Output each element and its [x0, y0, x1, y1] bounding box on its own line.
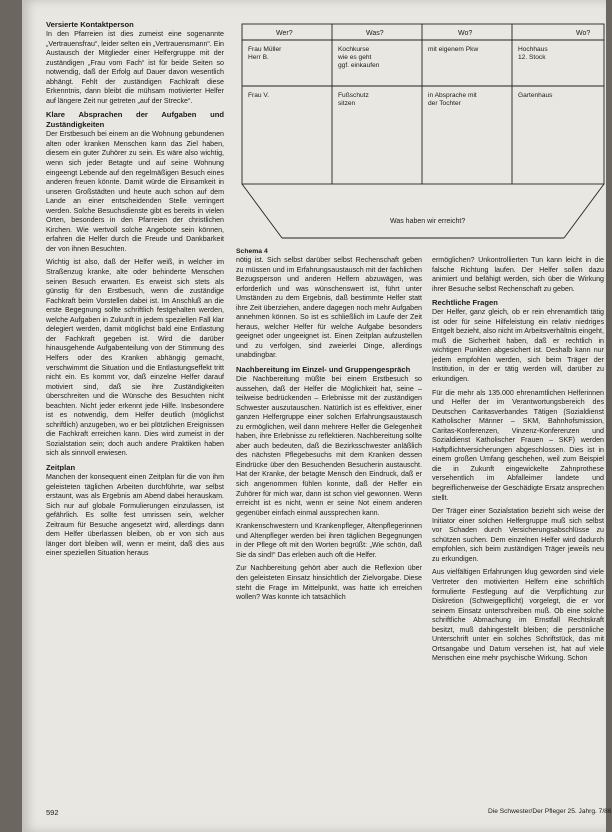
cell-r2-c2: Fußschutz sitzen — [338, 92, 369, 108]
heading-absprachen: Klare Absprachen der Aufgaben und Zuständigkeiten — [46, 110, 224, 130]
paragraph: Für die mehr als 135.000 ehrenamtlichen Helferinnen und Helfer der im Verantwortungsbereich des Deutschen Caritasverbandes Tätigen (Sozialdienst Katholischer Männer – SKM, Bahnhofsmission, Caritas-Konferenzen, Vinzenz-Konferenzen und Sozialdienst Katholischer Frauen – SKF) werden Haftpflichtversicherungen abgeschlossen. Dies ist in einem großen Umfang geschehen, weil zum Beispiel die in Zukunft eingewickelte Zahnprothese versehentlich im Abfalleimer landete und begreiflicherweise der Geschädigte Ersatz ansprechen stellt. — [432, 388, 604, 502]
cell-r2-c3: in Absprache mit der Tochter — [428, 92, 477, 108]
cell-r1-c2: Kochkurse wie es geht ggf. einkaufen — [338, 46, 380, 70]
paragraph: Der Erstbesuch bei einem an die Wohnung gebundenen alten oder kranken Menschen kann das Ziel haben, diesem ein guter Zuhörer zu sein. Es wäre also wichtig, wenn sich jeder Betagte und auf seine Wohnung eingeengt Lebende auf den regelmäßigen Besuch eines anderen freuen könnte. Damit würde die Einsamkeit in unseren Großstädten und heute auch schon auf dem Lande an einer entscheidenden Stelle verringert werden. Solche Besuchsdienste gibt es bereits in vielen Orten, besonders in den Pfarreien der christlichen Kirchen. Wie wertvoll solche Angebote sein können, erfahren die Helfer durch die Freude und Dankbarkeit der von ihnen Besuchten. — [46, 130, 224, 253]
header-wer: Wer? — [276, 30, 293, 37]
header-wo-2: Wo? — [576, 30, 591, 37]
paragraph: Der Träger einer Sozialstation bezieht sich weise der Initiator einer solchen Helfergruppe muß sich selbst vor Schaden durch Versicherungsabschlüsse zu schützen suchen. Dem einzelnen Helfer wird dadurch empfohlen, sich beim zuständigen Träger jeweils neu zu erkundigen. — [432, 507, 604, 563]
diagram-caption: Schema 4 — [236, 248, 268, 255]
cell-r2-c4: Gartenhaus — [518, 92, 553, 99]
cell-r1-c3: mit eigenem Pkw — [428, 46, 479, 53]
paragraph: Zur Nachbereitung gehört aber auch die Reflexion über den geleisteten Einsatz hinsichtlich der Zielvorgabe. Diese steht die Frage im Mittelpunkt, was hatte ich erreichen wollen? Was konnte ich tatsächlich — [236, 564, 422, 602]
paragraph: Krankenschwestern und Krankenpfleger, Altenpflegerinnen und Altenpfleger werden bei ihren täglichen Begegnungen in der Pflege oft mit den Worten begrüßt: „Wie schön, daß Sie da sind!“ Das erleben auch oft die Helfer. — [236, 522, 422, 559]
paragraph: Manchen der konsequent einen Zeitplan für die von ihm geleisteten täglichen Arbeiten durchführte, war selbst erstaunt, was als Ergebnis am Abend dabei herauskam. Sich nur auf globale Formulierungen einzulassen, ist gefährlich. Es sollte fest umrissen sein, welcher Zeitraum für Besuche angesetzt wird, allerdings dann dem Helfer überlassen bleiben, ob er von sich aus länger dort bleiben will, wenn er meint, daß dies aus einer speziellen Situation heraus — [46, 472, 224, 558]
cell-r1-c1: Frau Müller Herr B. — [248, 46, 282, 62]
paragraph: nötig ist. Sich selbst darüber selbst Rechenschaft geben zu müssen und im Erfahrungsaustausch mit der fachlichen Bezugsperson und anderen Helfern abzuwägen, was erforderlich und was wünschenswert ist, führt unter Umständen zu dem Ergebnis, daß bestimmte Helfer statt ihre Zeit überziehen, andere dagegen noch mehr Aufgaben annehmen können. So ist es schließlich im Laufe der Zeit heraus, welcher Helfer für welche Aufgabe besonders geeignet oder ungeeignet ist. Einen Zeitplan aufzustellen und zu verfolgen, sind zweierlei Dinge, allerdings unabdingbar. — [236, 256, 422, 360]
journal-name: Die Schwester/Der Pfleger 25. Jahrg. 7/86 — [488, 808, 612, 815]
heading-kontaktperson: Versierte Kontaktperson — [46, 20, 134, 29]
heading-zeitplan: Zeitplan — [46, 462, 76, 472]
column-2 — [236, 256, 422, 607]
paragraph: ermöglichen? Unkontrollierten Tun kann leicht in die falsche Richtung laufen. Der Helfer sollen dazu animiert und befähigt werden, sich über die Wirkung ihrer Besuche selbst Rechenschaft zu geben. — [432, 256, 604, 293]
paragraph: Wichtig ist also, daß der Helfer weiß, in welcher im Straßenzug kranke, alte oder behinderte Menschen seinen Besuch erwarten. Es erweist sich stets als günstig für den Erstbesuch, wenn die zuständige Fachkraft beim Vorstellen dabei ist. Im Anschluß an die erste Begegnung sollte schriftlich festgehalten werden, welche Aufgaben in Zukunft in jedem speziellen Fall klar delegiert werden, damit möglichst bald eine Entlastung der Fachkraft gegeben ist. Wird die darüber hinausgehende Aufgabenteilung von der Stimmung des Helfers oder des Kranken abhängig gemacht, verschwimmt die Situation und die Entlastungseffekt tritt nicht ein. Es kommt vor, daß einzelne Helfer darauf motiviert sind, daß sie ihre Zuständigkeiten überschreiten und die Wünsche des Besuchten nicht beachten. Nicht jeder erkennt jede Hilfe. Insbesondere ist es notwendig, dem Helfer deutlich (möglichst schriftlich) anzugeben, wo er bei plötzlichen Ereignissen die Fachkraft erreichen kann. Dies wird zumeist in der Sozialstation sein; doch auch andere Praktiken haben sich als sinnvoll erwiesen. — [46, 258, 224, 458]
header-wo-1: Wo? — [458, 30, 473, 37]
paragraph: Der Helfer, ganz gleich, ob er rein ehrenamtlich tätig ist oder für seine Hilfeleistung ein relativ niedriges Entgelt bezieht, also nicht im Arbeitsverhältnis eingeht, muß die Sicherheit haben, daß er rechtlich in wichtigen Punkten abgesichert ist. Deshalb kann nur jedem empfohlen werden, sich beim Träger der Institution, in der er tätig werden will, darüber zu erkundigen. — [432, 308, 604, 384]
heading-nachbereitung: Nachbereitung im Einzel- und Gruppengespräch — [236, 365, 411, 375]
cell-r1-c4: Hochhaus 12. Stock — [518, 46, 548, 62]
paragraph: In den Pfarreien ist dies zumeist eine sogenannte „Vertrauensfrau“, leider selten ein „Vertrauensmann“. Ein Austausch der Mitglieder einer Helfergruppe mit der zuständigen „Frau vom Fach“ ist für beide Seiten so notwendig, daß der Erfolg auf Dauer davon wesentlich abhängt. Fehlt der zuständigen Fachkraft diese Erkenntnis, dann bleibt die mühsam motivierter Helfer auf längere Zeit nur getreten „auf der Strecke“. — [46, 30, 224, 105]
cell-r2-c1: Frau V. — [248, 92, 270, 99]
planning-diagram — [240, 22, 606, 254]
heading-rechtliche-fragen: Rechtliche Fragen — [432, 298, 498, 308]
paragraph: Die Nachbereitung müßte bei einem Erstbesuch so aussehen, daß der Helfer die Möglichkeit hat, seine – teilweise bedrückenden – Erlebnisse mit der zuständigen Schwester auszutauschen. Natürlich ist es effektiver, einer ganzen Helfergruppe einer solchen Erfahrungsaustausch zu ermöglichen, weil dann mehrere Helfer die Gelegenheit haben, ihre Erlebnisse zu reflektieren. Nachbereitung sollte aber auch bedeuten, daß die Bezirksschwester anläßlich des nächsten Pflegebesuchs mit dem Kranken dessen Eindrücke über den Besuchenden Besucherin austauscht. Hat der Kranke, der betagte Mensch den Eindruck, daß er sich angenommen fühlen konnte, daß der Helfer ein Zuhörer für mich war, dann ist schon viel gewonnen. Wenn erreicht ist es nicht, wenn er seine Not einem anderen gegenüber einfach einmal aussprechen kann. — [236, 375, 422, 517]
diagram-bottom-label: Was haben wir erreicht? — [390, 218, 466, 225]
header-was: Was? — [366, 30, 384, 37]
paragraph: Aus vielfältigen Erfahrungen klug geworden sind viele Vertreter den motivierten Helfern eine schriftlich formulierte Festlegung auf die Verpflichtung zur Diskretion (Schweigepflicht) vorgelegt, die er vor seinem Einsatz unterschreiben muß. Ob eine solche schriftliche Abmachung im Ernstfall Rechtskraft besitzt, muß dahingestellt bleiben; die persönliche Unterschrift unter ein solches Schriftstück, das mit Ortsangabe und Datum versehen ist, hat auf viele Menschen eine mehr psychische Wirkung. Schon — [432, 568, 604, 663]
column-3 — [432, 256, 604, 668]
column-1 — [46, 20, 224, 563]
page-number: 592 — [46, 808, 59, 817]
